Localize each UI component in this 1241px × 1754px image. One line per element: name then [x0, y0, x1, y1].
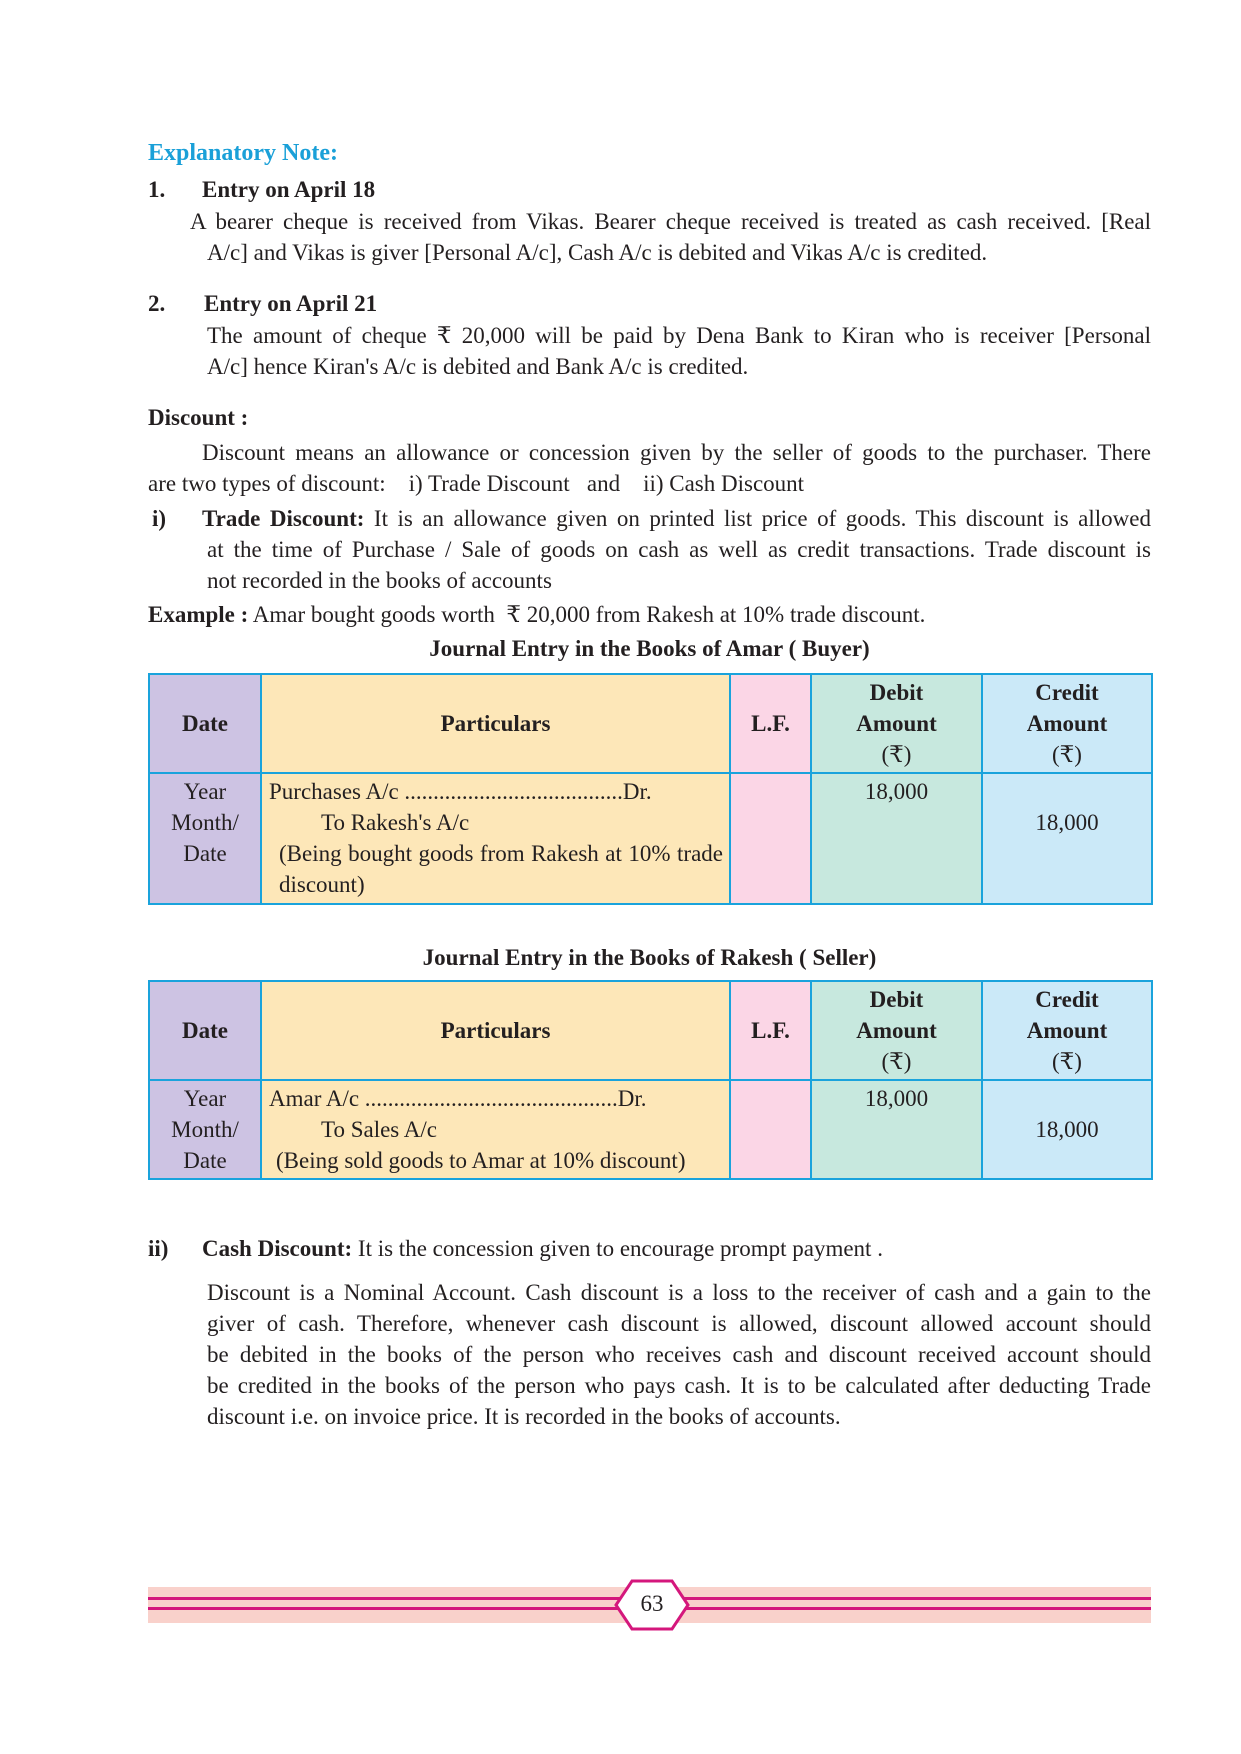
buyer-debit-entry: Purchases A/c ......................................Dr.: [269, 779, 652, 804]
seller-narration: (Being sold goods to Amar at 10% discount): [276, 1148, 686, 1173]
buyer-narration: (Being bought goods from Rakesh at 10% trade discount): [279, 841, 723, 897]
seller-header-row: [149, 981, 1152, 1080]
example-line: [148, 599, 925, 630]
seller-entry-row: [149, 1080, 1152, 1179]
buyer-header-credit: Credit Amount (₹): [982, 674, 1152, 773]
item1-line1: A bearer cheque is received from Vikas. Bearer cheque received is treated as cash received. [Real: [190, 209, 1151, 234]
buyer-credit-entry: To Rakesh's A/c: [321, 810, 470, 835]
seller-entry-date: Year Month/ Date: [149, 1080, 261, 1179]
buyer-entry-row: [149, 773, 1152, 904]
cash-para-line4: be credited in the books of the person who pays cash. It is to be calculated after deducting Trade: [207, 1373, 1151, 1398]
buyer-header-particulars: Particulars: [261, 674, 730, 773]
discount-intro-line2: are two types of discount: i) Trade Discount and ii) Cash Discount: [148, 471, 805, 496]
buyer-entry-date: Year Month/ Date: [149, 773, 261, 904]
seller-header-date: Date: [149, 981, 261, 1080]
trade-line2: at the time of Purchase / Sale of goods on cash as well as credit transactions. Trade discount is: [207, 537, 1151, 562]
cash-para-line1: Discount is a Nominal Account. Cash discount is a loss to the receiver of cash and a gain to the: [207, 1280, 1151, 1305]
discount-heading: Discount :: [148, 405, 249, 430]
trade-line1: [202, 503, 1151, 534]
buyer-header-date: Date: [149, 674, 261, 773]
seller-credit-entry: To Sales A/c: [321, 1117, 437, 1142]
seller-header-particulars: Particulars: [261, 981, 730, 1080]
item2-line1: The amount of cheque ₹ 20,000 will be paid by Dena Bank to Kiran who is receiver [Personal: [207, 323, 1151, 348]
seller-header-credit: Credit Amount (₹): [982, 981, 1152, 1080]
discount-intro-line1: Discount means an allowance or concession given by the seller of goods to the purchaser. There: [202, 440, 1151, 465]
seller-debit-entry: Amar A/c ............................................Dr.: [269, 1086, 647, 1111]
item1-line2: A/c] and Vikas is giver [Personal A/c], Cash A/c is debited and Vikas A/c is credited.: [207, 240, 988, 265]
buyer-journal-table: [148, 673, 1153, 905]
seller-debit-amount: 18,000: [811, 1080, 982, 1179]
item2-number: 2.: [148, 291, 166, 316]
buyer-credit-amount: 18,000: [982, 773, 1152, 904]
trade-text: It is an allowance given on printed list price of goods. This discount is allowed: [364, 506, 1151, 531]
page-number: 63: [640, 1591, 664, 1616]
example-text: Amar bought goods worth ₹ 20,000 from Rakesh at 10% trade discount.: [248, 602, 926, 627]
cash-para-line3: be debited in the books of the person who receives cash and discount received account should: [207, 1342, 1151, 1367]
cash-para-line2: giver of cash. Therefore, whenever cash discount is allowed, discount allowed account should: [207, 1311, 1151, 1336]
buyer-entry-lf: [730, 773, 811, 904]
trade-marker: i): [152, 506, 167, 531]
buyer-header-row: [149, 674, 1152, 773]
cash-text: It is the concession given to encourage prompt payment .: [352, 1236, 883, 1261]
item2-line2: A/c] hence Kiran's A/c is debited and Bank A/c is credited.: [207, 354, 749, 379]
seller-table-title: Journal Entry in the Books of Rakesh ( Seller): [422, 945, 877, 970]
cash-label: Cash Discount:: [202, 1236, 353, 1261]
seller-entry-lf: [730, 1080, 811, 1179]
seller-entry-particulars: [261, 1080, 730, 1179]
seller-journal-table: [148, 980, 1153, 1180]
item1-number: 1.: [148, 177, 166, 202]
seller-header-debit: Debit Amount (₹): [811, 981, 982, 1080]
buyer-table-title: Journal Entry in the Books of Amar ( Buyer): [429, 636, 870, 661]
seller-credit-amount: 18,000: [982, 1080, 1152, 1179]
buyer-header-lf: L.F.: [730, 674, 811, 773]
buyer-header-debit: Debit Amount (₹): [811, 674, 982, 773]
item2-title: Entry on April 21: [204, 291, 378, 316]
seller-header-lf: L.F.: [730, 981, 811, 1080]
item1-title: Entry on April 18: [202, 177, 376, 202]
explanatory-heading: Explanatory Note:: [148, 140, 338, 166]
example-label: Example :: [148, 602, 249, 627]
cash-para-line5: discount i.e. on invoice price. It is recorded in the books of accounts.: [207, 1404, 841, 1429]
buyer-debit-amount: 18,000: [811, 773, 982, 904]
cash-marker: ii): [148, 1236, 169, 1261]
buyer-entry-particulars: [261, 773, 730, 904]
trade-line3: not recorded in the books of accounts: [207, 568, 552, 593]
trade-label: Trade Discount:: [202, 506, 365, 531]
cash-line: [202, 1233, 883, 1264]
